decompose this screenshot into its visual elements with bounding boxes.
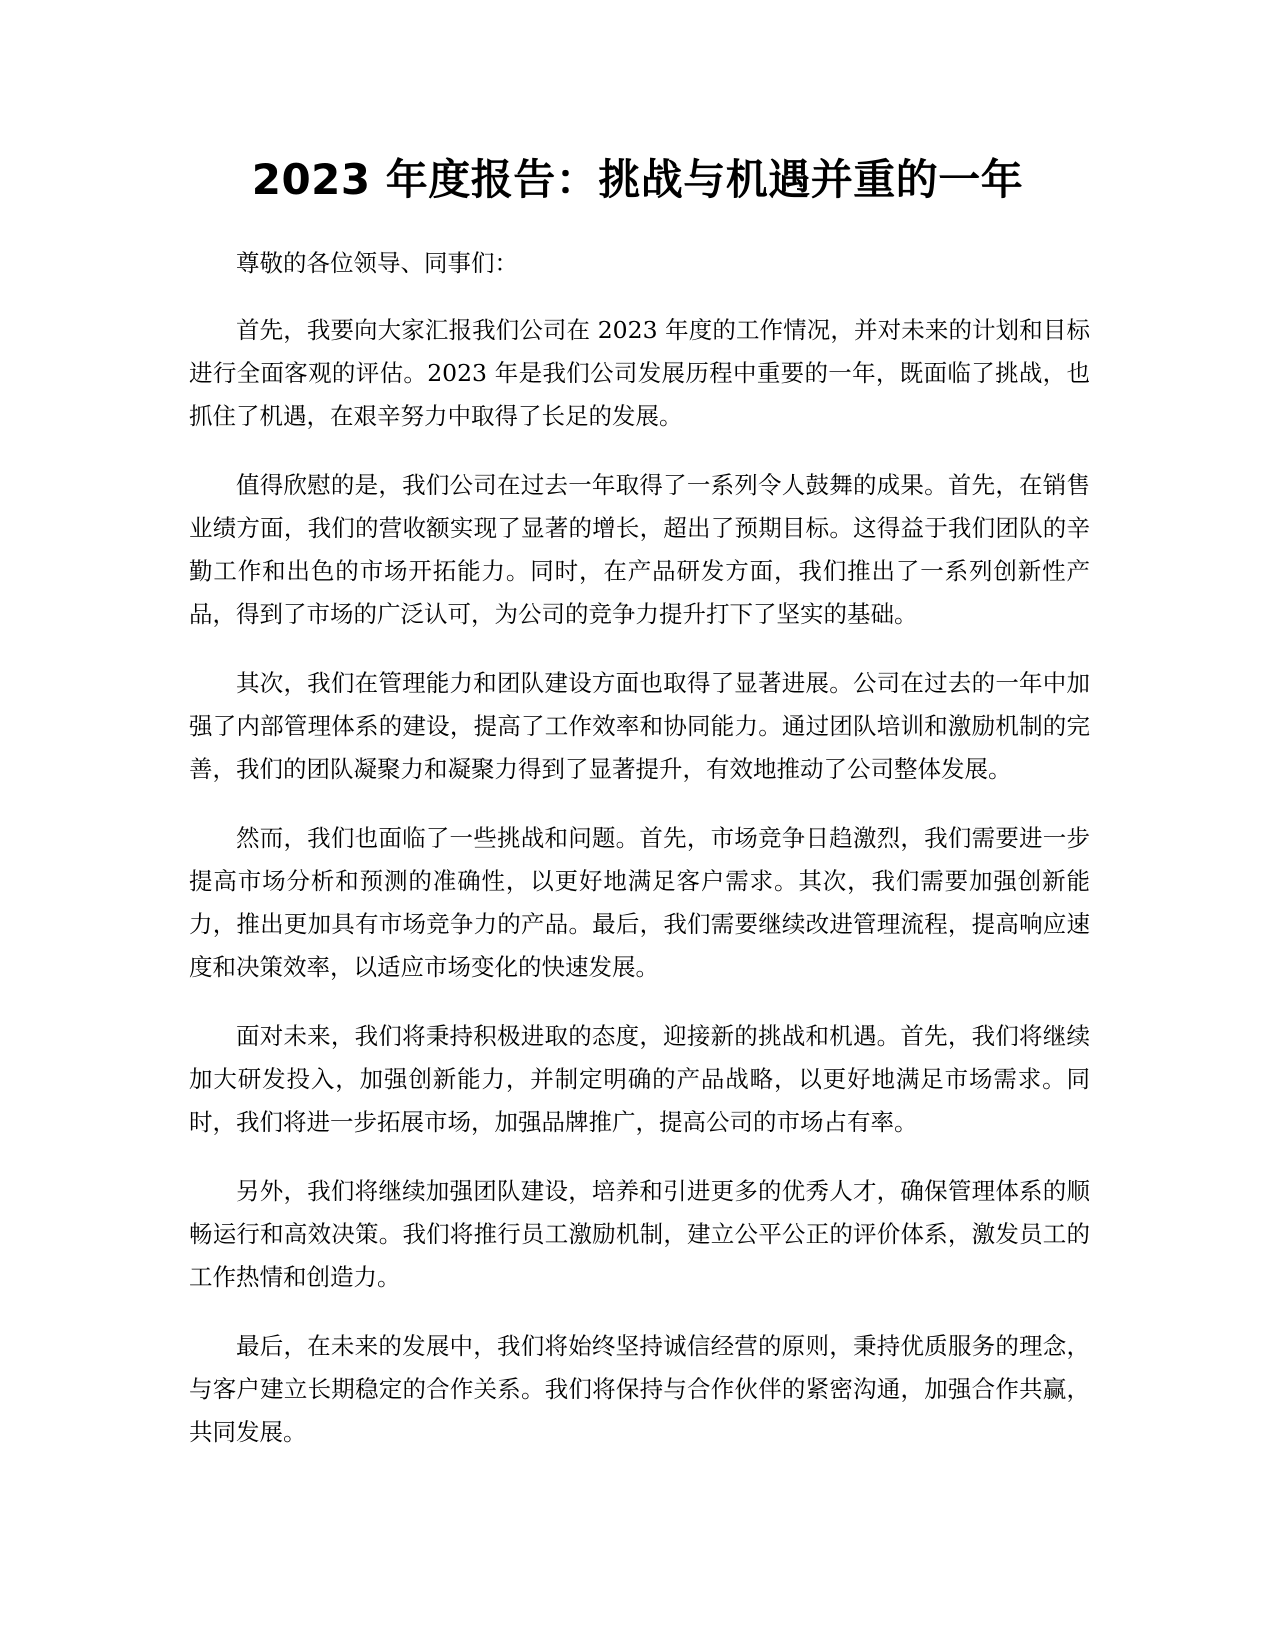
body-paragraph-4: 然而，我们也面临了一些挑战和问题。首先，市场竞争日趋激烈，我们需要进一步提高市场分析和预测的准确性，以更好地满足客户需求。其次，我们需要加强创新能力，推出更加具有市场竞争力的产品。最后，我们需要继续改进管理流程，提高响应速度和决策效率，以适应市场变化的快速发展。 xyxy=(189,824,1090,981)
body-paragraph-5: 面对未来，我们将秉持积极进取的态度，迎接新的挑战和机遇。首先，我们将继续加大研发投入，加强创新能力，并制定明确的产品战略，以更好地满足市场需求。同时，我们将进一步拓展市场，加强品牌推广，提高公司的市场占有率。 xyxy=(189,1022,1090,1136)
document-body xyxy=(189,242,1090,1480)
salutation: 尊敬的各位领导、同事们： xyxy=(236,249,518,277)
body-paragraph-7: 最后，在未来的发展中，我们将始终坚持诚信经营的原则，秉持优质服务的理念，与客户建立长期稳定的合作关系。我们将保持与合作伙伴的紧密沟通，加强合作共赢，共同发展。 xyxy=(189,1332,1090,1446)
document-title: 2023 年度报告：挑战与机遇并重的一年 xyxy=(251,155,1024,204)
body-paragraph-2: 值得欣慰的是，我们公司在过去一年取得了一系列令人鼓舞的成果。首先，在销售业绩方面，我们的营收额实现了显著的增长，超出了预期目标。这得益于我们团队的辛勤工作和出色的市场开拓能力。同时，在产品研发方面，我们推出了一系列创新性产品，得到了市场的广泛认可，为公司的竞争力提升打下了坚实的基础。 xyxy=(189,471,1090,628)
body-paragraph-1: 首先，我要向大家汇报我们公司在 2023 年度的工作情况，并对未来的计划和目标进行全面客观的评估。2023 年是我们公司发展历程中重要的一年，既面临了挑战，也抓住了机遇，在艰辛努力中取得了长足的发展。 xyxy=(189,316,1090,430)
body-paragraph-6: 另外，我们将继续加强团队建设，培养和引进更多的优秀人才，确保管理体系的顺畅运行和高效决策。我们将推行员工激励机制，建立公平公正的评价体系，激发员工的工作热情和创造力。 xyxy=(189,1177,1090,1291)
body-paragraph-3: 其次，我们在管理能力和团队建设方面也取得了显著进展。公司在过去的一年中加强了内部管理体系的建设，提高了工作效率和协同能力。通过团队培训和激励机制的完善，我们的团队凝聚力和凝聚力得到了显著提升，有效地推动了公司整体发展。 xyxy=(189,669,1090,783)
